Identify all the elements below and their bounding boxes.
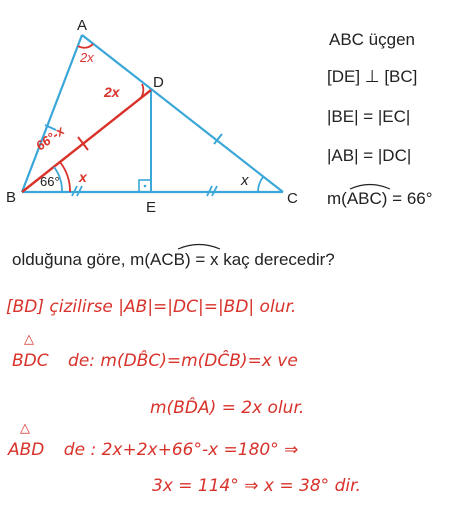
angle-label-b-low: x bbox=[79, 169, 87, 185]
solution-line-3: m(BD̂A) = 2x olur. bbox=[150, 398, 305, 418]
vertex-a-label: A bbox=[77, 17, 88, 34]
vertex-c-label: C bbox=[287, 190, 298, 207]
solution-line-5: 3x = 114° ⇒ x = 38° dir. bbox=[152, 476, 361, 496]
question-prefix: olduğuna göre, m( bbox=[12, 250, 150, 269]
vertex-e-label: E bbox=[146, 199, 157, 216]
triangle-symbol-abd: △ bbox=[20, 421, 30, 436]
side-ac bbox=[82, 35, 283, 192]
given-line-5-suffix: ) = 66° bbox=[381, 189, 433, 208]
angle-arc-c bbox=[258, 177, 263, 192]
solution-triangle-abd: ABD bbox=[8, 440, 45, 460]
given-line-5-arc: ABC bbox=[346, 189, 382, 208]
question-arc-over-acb bbox=[176, 240, 222, 250]
solution-line-2-text: de: m(DB̂C)=m(DĈB)=x ve bbox=[68, 351, 298, 371]
solution-triangle-bdc: BDC bbox=[12, 351, 49, 371]
angle-arc-a bbox=[78, 44, 93, 48]
angle-label-a: 2x bbox=[80, 50, 94, 65]
angle-label-d: 2x bbox=[104, 84, 120, 100]
solution-line-4-text: de : 2x+2x+66°-x =180° ⇒ bbox=[63, 440, 299, 460]
triangle-figure bbox=[0, 0, 320, 220]
solution-line-2 bbox=[12, 351, 298, 371]
vertex-d-label: D bbox=[153, 74, 164, 91]
given-line-2: [DE] ⊥ [BC] bbox=[327, 67, 418, 86]
question-suffix: ) = x kaç derecedir? bbox=[184, 250, 335, 269]
angle-label-c: x bbox=[241, 172, 249, 189]
solution-line-1: [BD] çizilirse |AB|=|DC|=|BD| olur. bbox=[6, 297, 297, 317]
triangle-symbol-bdc: △ bbox=[24, 332, 34, 347]
angle-label-b-top: 66°-x bbox=[32, 122, 68, 154]
given-line-5 bbox=[327, 189, 433, 209]
question-text bbox=[12, 250, 335, 270]
given-line-5-prefix: m( bbox=[327, 189, 347, 208]
vertex-b-label: B bbox=[6, 189, 17, 206]
given-line-3: |BE| = |EC| bbox=[327, 107, 411, 126]
question-arc-label: ACB bbox=[149, 250, 185, 269]
given-line-4: |AB| = |DC| bbox=[327, 146, 412, 165]
given-arc-over-abc bbox=[348, 180, 393, 190]
given-line-1: ABC üçgen bbox=[329, 30, 415, 49]
solution-line-4 bbox=[8, 440, 298, 460]
right-angle-dot bbox=[144, 185, 147, 188]
angle-label-b-mid: 66° bbox=[40, 174, 60, 189]
